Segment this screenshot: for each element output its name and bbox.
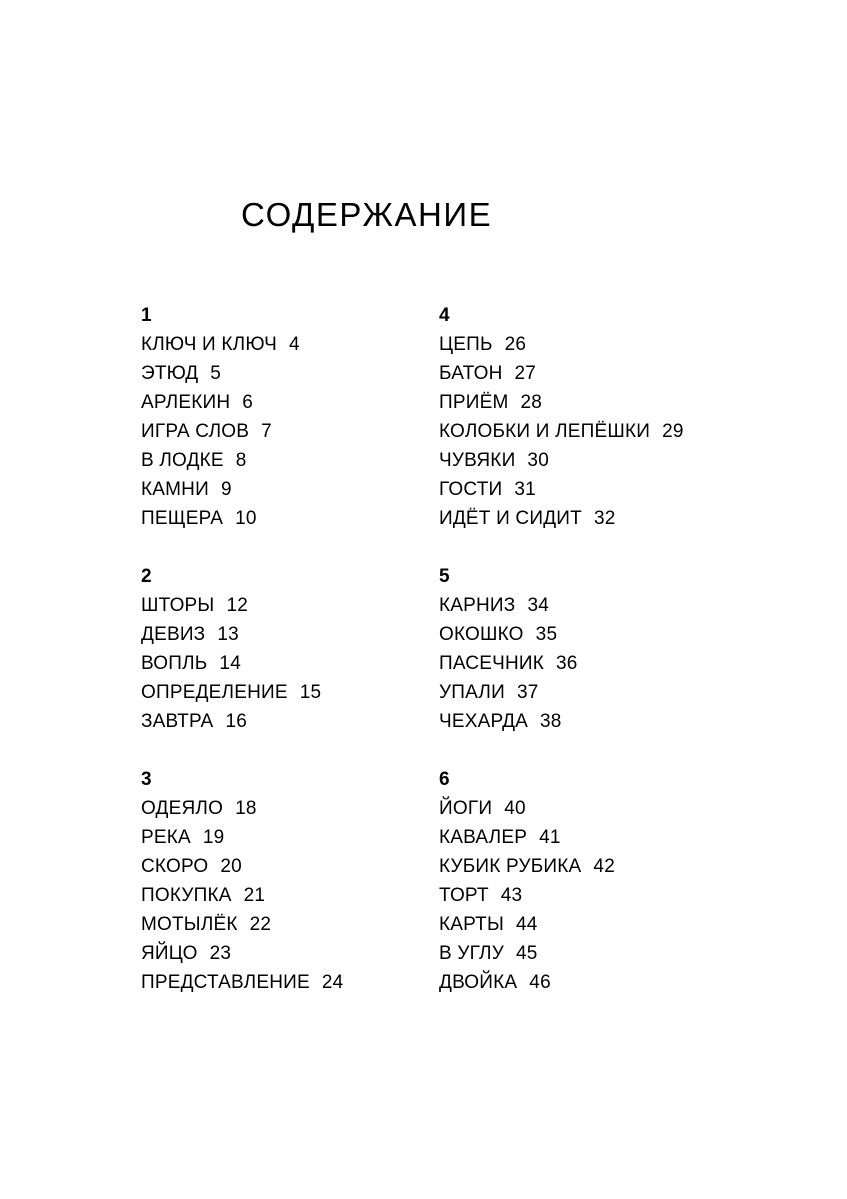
toc-entry[interactable]	[439, 620, 769, 649]
toc-entry[interactable]	[141, 649, 471, 678]
entry-page-number: 22	[249, 914, 272, 935]
toc-entry[interactable]	[439, 359, 769, 388]
entry-page-number: 14	[219, 653, 241, 674]
toc-section	[141, 765, 471, 997]
toc-entry[interactable]	[141, 968, 471, 997]
entry-title: КАВАЛЕР	[439, 827, 528, 848]
entry-page-number: 12	[226, 595, 248, 616]
toc-entry[interactable]	[141, 823, 471, 852]
toc-entry[interactable]	[439, 446, 769, 475]
toc-entry[interactable]	[141, 388, 471, 417]
entry-title: УПАЛИ	[439, 682, 505, 703]
toc-column-left	[141, 301, 471, 997]
toc-entry[interactable]	[141, 359, 471, 388]
entry-title: ОДЕЯЛО	[141, 798, 224, 819]
entry-title: РЕКА	[141, 827, 191, 848]
entry-title: ВОПЛЬ	[141, 653, 208, 674]
entry-title: КЛЮЧ И КЛЮЧ	[141, 334, 277, 355]
entry-page-number: 31	[514, 479, 536, 500]
toc-entry[interactable]	[439, 591, 769, 620]
entry-page-number: 41	[539, 827, 561, 848]
toc-entry[interactable]	[141, 939, 471, 968]
entry-title: КАРНИЗ	[439, 595, 516, 616]
toc-entry[interactable]	[439, 504, 769, 533]
toc-section	[439, 562, 769, 736]
entry-title: ТОРТ	[439, 885, 489, 906]
toc-entry[interactable]	[141, 446, 471, 475]
toc-entry[interactable]	[141, 881, 471, 910]
entry-page-number: 16	[225, 711, 247, 732]
toc-entry[interactable]	[439, 823, 769, 852]
entry-title: ПРЕДСТАВЛЕНИЕ	[141, 972, 310, 993]
entry-title: ОПРЕДЕЛЕНИЕ	[141, 682, 288, 703]
entry-page-number: 32	[593, 508, 616, 529]
entry-page-number: 24	[321, 972, 344, 993]
toc-section	[439, 765, 769, 997]
entry-page-number: 42	[593, 856, 615, 877]
entry-title: АРЛЕКИН	[141, 392, 231, 413]
entry-title: КАМНИ	[141, 479, 209, 500]
toc-entry[interactable]	[439, 649, 769, 678]
entry-page-number: 15	[299, 682, 322, 703]
entry-page-number: 19	[202, 827, 225, 848]
entry-page-number: 20	[220, 856, 242, 877]
page-title: СОДЕРЖАНИЕ	[241, 196, 493, 233]
toc-entry[interactable]	[141, 707, 471, 736]
entry-page-number: 9	[220, 479, 232, 500]
toc-entry[interactable]	[141, 852, 471, 881]
entry-title: СКОРО	[141, 856, 209, 877]
toc-entry[interactable]	[439, 968, 769, 997]
toc-entry[interactable]	[439, 881, 769, 910]
toc-entry[interactable]	[141, 591, 471, 620]
section-number: 1	[141, 305, 152, 326]
toc-entry[interactable]	[439, 910, 769, 939]
entry-title: КОЛОБКИ И ЛЕПЁШКИ	[439, 421, 651, 442]
toc-entry[interactable]	[141, 475, 471, 504]
toc-entry[interactable]	[141, 794, 471, 823]
entry-title: ЗАВТРА	[141, 711, 214, 732]
toc-entry[interactable]	[439, 852, 769, 881]
entry-page-number: 44	[516, 914, 538, 935]
entry-page-number: 6	[242, 392, 254, 413]
entry-title: ДЕВИЗ	[141, 624, 206, 645]
entry-title: ЧЕХАРДА	[439, 711, 529, 732]
entry-title: ПРИЁМ	[439, 392, 509, 413]
entry-page-number: 18	[235, 798, 257, 819]
entry-title: КАРТЫ	[439, 914, 504, 935]
entry-page-number: 13	[217, 624, 239, 645]
toc-entry[interactable]	[439, 388, 769, 417]
entry-page-number: 5	[210, 363, 222, 384]
toc-entry[interactable]	[439, 475, 769, 504]
toc-section	[141, 301, 471, 533]
entry-title: В УГЛУ	[439, 943, 504, 964]
entry-title: ЯЙЦО	[141, 943, 198, 964]
toc-entry[interactable]	[439, 330, 769, 359]
entry-title: ОКОШКО	[439, 624, 524, 645]
entry-page-number: 8	[235, 450, 247, 471]
section-number: 6	[439, 769, 450, 790]
entry-title: КУБИК РУБИКА	[439, 856, 582, 877]
toc-entry[interactable]	[141, 620, 471, 649]
toc-entry[interactable]	[141, 678, 471, 707]
toc-entry[interactable]	[141, 330, 471, 359]
entry-title: ПЕЩЕРА	[141, 508, 224, 529]
entry-title: МОТЫЛЁК	[141, 914, 238, 935]
entry-title: ПОКУПКА	[141, 885, 232, 906]
entry-page-number: 10	[235, 508, 257, 529]
entry-title: ШТОРЫ	[141, 595, 215, 616]
entry-page-number: 23	[209, 943, 232, 964]
toc-entry[interactable]	[439, 939, 769, 968]
toc-section	[439, 301, 769, 533]
toc-entry[interactable]	[141, 417, 471, 446]
toc-entry[interactable]	[439, 707, 769, 736]
entry-page-number: 36	[556, 653, 578, 674]
entry-title: БАТОН	[439, 363, 503, 384]
toc-column-right	[439, 301, 769, 997]
toc-entry[interactable]	[141, 910, 471, 939]
entry-page-number: 4	[288, 334, 300, 355]
toc-entry[interactable]	[439, 794, 769, 823]
entry-page-number: 43	[500, 885, 523, 906]
section-number: 2	[141, 566, 152, 587]
section-number: 4	[439, 305, 450, 326]
entry-title: ЦЕПЬ	[439, 334, 493, 355]
entry-title: ИДЁТ И СИДИТ	[439, 508, 582, 529]
entry-title: ЧУВЯКИ	[439, 450, 516, 471]
entry-title: ЭТЮД	[141, 363, 199, 384]
entry-page-number: 28	[520, 392, 543, 413]
section-number: 5	[439, 566, 450, 587]
entry-page-number: 34	[527, 595, 550, 616]
entry-title: В ЛОДКЕ	[141, 450, 224, 471]
entry-page-number: 27	[514, 363, 537, 384]
entry-page-number: 46	[529, 972, 551, 993]
entry-title: ГОСТИ	[439, 479, 503, 500]
entry-page-number: 29	[662, 421, 684, 442]
entry-page-number: 7	[261, 421, 272, 442]
entry-page-number: 40	[504, 798, 526, 819]
entry-page-number: 21	[243, 885, 266, 906]
entry-title: ЙОГИ	[439, 798, 493, 819]
entry-page-number: 37	[516, 682, 539, 703]
entry-page-number: 45	[515, 943, 538, 964]
section-number: 3	[141, 769, 152, 790]
toc-section	[141, 562, 471, 736]
entry-page-number: 26	[504, 334, 527, 355]
toc-entry[interactable]	[439, 417, 769, 446]
toc-entry[interactable]	[141, 504, 471, 533]
entry-page-number: 30	[527, 450, 549, 471]
entry-title: ИГРА СЛОВ	[141, 421, 250, 442]
toc-entry[interactable]	[439, 678, 769, 707]
entry-page-number: 35	[535, 624, 558, 645]
entry-page-number: 38	[540, 711, 562, 732]
entry-title: ДВОЙКА	[439, 972, 518, 993]
entry-title: ПАСЕЧНИК	[439, 653, 545, 674]
